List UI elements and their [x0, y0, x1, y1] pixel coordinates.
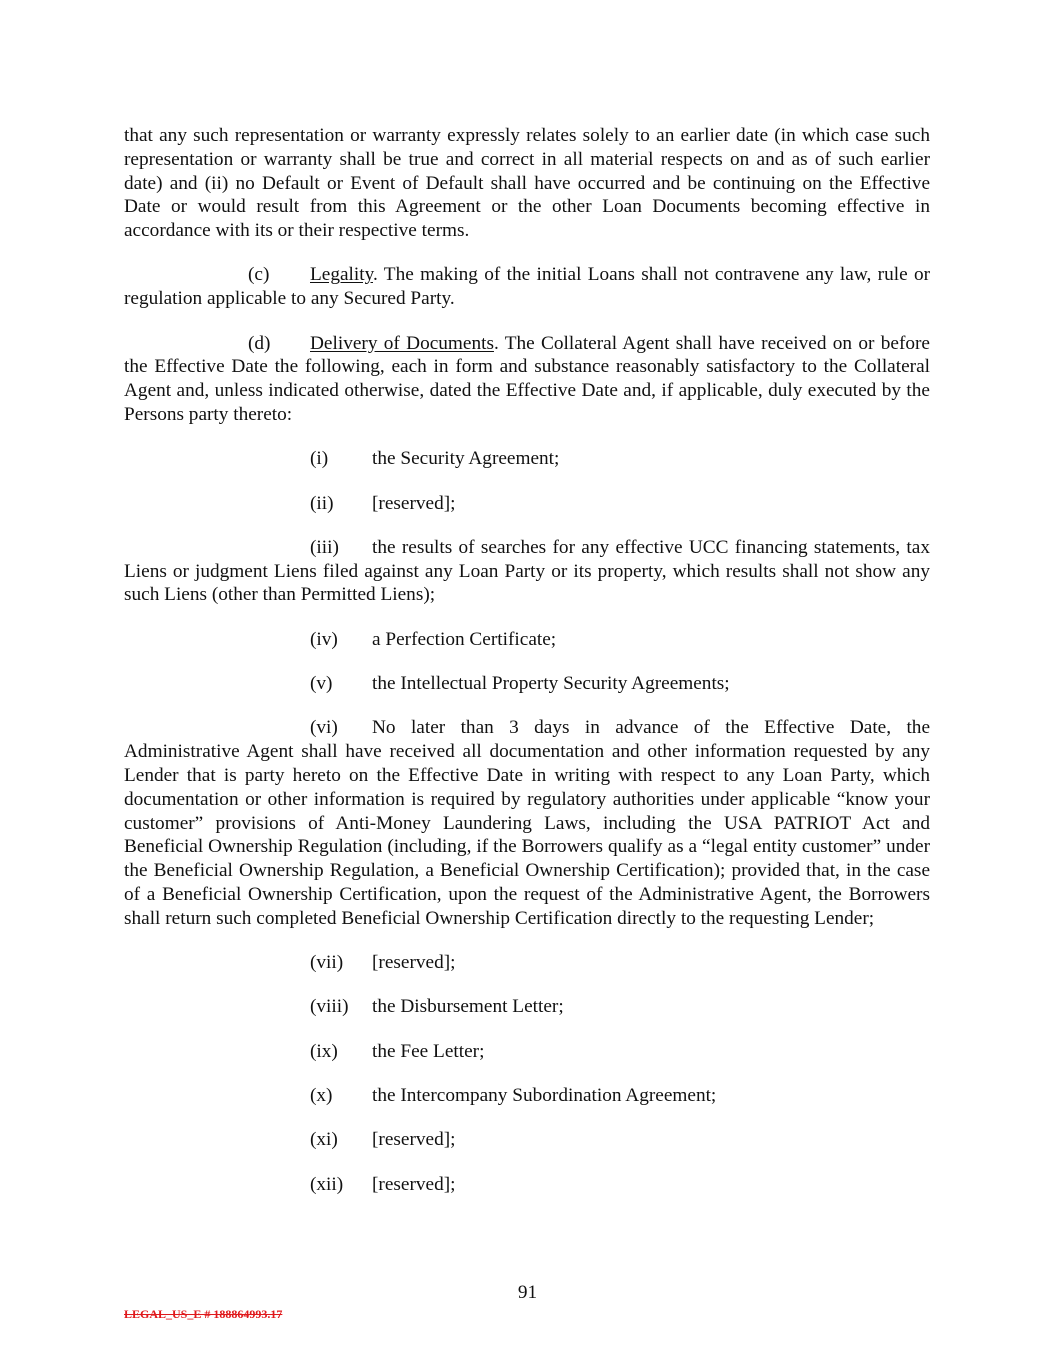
document-page	[124, 124, 930, 1217]
list-item	[124, 447, 930, 471]
item-text: the Intellectual Property Security Agreements;	[372, 673, 730, 695]
list-item	[124, 995, 930, 1019]
item-marker: (viii)	[310, 996, 349, 1018]
list-item	[124, 951, 930, 975]
list-item	[124, 628, 930, 652]
list-item	[124, 1128, 930, 1152]
item-text: [reserved];	[372, 1129, 456, 1151]
item-text: the Disbursement Letter;	[372, 996, 564, 1018]
item-text: [reserved];	[372, 492, 456, 514]
item-text: No later than 3 days in advance of the Effective Date, the Administrative Agent shall have received all documentation and other information requested by any Lender that is party hereto on the Effective Date in writing with respect to any Loan Party, which documentation or other information is required by regulatory authorities under applicable “know your customer” provisions of Anti-Money Laundering Laws, including the USA PATRIOT Act and Beneficial Ownership Regulation (including, if the Borrowers qualify as a “legal entity customer” under the Beneficial Ownership Regulation, a Beneficial Ownership Certification); provided that, in the case of a Beneficial Ownership Certification, upon the request of the Administrative Agent, the Borrowers shall return such completed Beneficial Ownership Certification directly to the requesting Lender;	[124, 717, 930, 929]
item-text: the Security Agreement;	[372, 448, 560, 470]
item-marker: (xii)	[310, 1173, 344, 1195]
section-text: . The making of the initial Loans shall not contravene any law, rule or regulation applicable to any Secured Party.	[124, 264, 930, 310]
section-marker: (c)	[248, 264, 270, 286]
section-text: . The Collateral Agent shall have received on or before the Effective Date the following, each in form and substance reasonably satisfactory to the Collateral Agent and, unless indicated otherwise, dated the Effective Date and, if applicable, duly executed by the Persons party thereto:	[124, 332, 930, 425]
continuation-paragraph: that any such representation or warranty expressly relates solely to an earlier date (in which case such representation or warranty shall be true and correct in all material respects on and as of such earlier date) and (ii) no Default or Event of Default shall have occurred and be continuing on the Effective Date or would result from this Agreement or the other Loan Documents becoming effective in accordance with its or their respective terms.	[124, 125, 930, 242]
item-marker: (vii)	[310, 952, 344, 974]
item-marker: (xi)	[310, 1129, 338, 1151]
page-number: 91	[517, 1282, 538, 1303]
section-marker: (d)	[248, 332, 271, 354]
item-text: the Intercompany Subordination Agreement;	[372, 1084, 717, 1106]
item-text: the results of searches for any effective UCC financing statements, tax Liens or judgment Liens filed against any Loan Party or its property, which results shall not show any such Liens (other than Permitted Liens);	[124, 536, 930, 606]
item-marker: (v)	[310, 673, 333, 695]
item-marker: (iv)	[310, 628, 338, 650]
item-marker: (ii)	[310, 492, 334, 514]
document-id: LEGAL_US_E # 188864993.17	[124, 1307, 283, 1321]
item-marker: (i)	[310, 448, 329, 470]
item-text: [reserved];	[372, 952, 456, 974]
item-marker: (iii)	[310, 536, 339, 558]
section-heading: Delivery of Documents	[310, 332, 494, 354]
list-item	[124, 1084, 930, 1108]
list-item	[124, 672, 930, 696]
list-item	[124, 536, 930, 607]
list-item	[124, 492, 930, 516]
section-heading: Legality	[310, 264, 373, 286]
list-item	[124, 1173, 930, 1197]
item-text: [reserved];	[372, 1173, 456, 1195]
section-d	[124, 332, 930, 427]
list-item	[124, 1040, 930, 1064]
item-marker: (ix)	[310, 1040, 338, 1062]
list-item	[124, 716, 930, 930]
item-marker: (x)	[310, 1084, 333, 1106]
item-text: the Fee Letter;	[372, 1040, 485, 1062]
item-text: a Perfection Certificate;	[372, 628, 557, 650]
section-c	[124, 263, 930, 311]
item-marker: (vi)	[310, 717, 338, 739]
